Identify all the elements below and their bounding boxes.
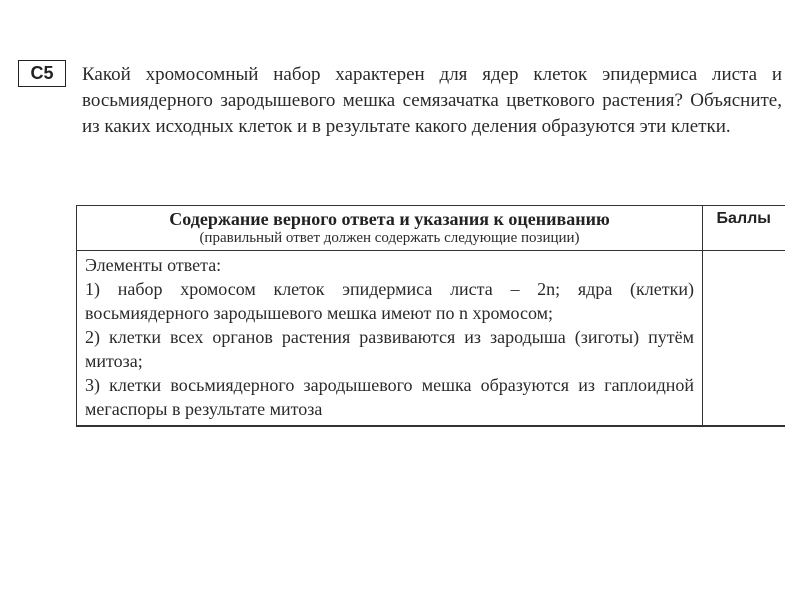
score-header: Баллы xyxy=(703,206,785,251)
answer-elements-title: Элементы ответа: xyxy=(85,255,222,275)
answer-elements-list xyxy=(85,277,694,421)
question-text: Какой хромосомный набор характерен для ядер клеток эпидермиса листа и восьмиядерного зародышевого мешка семязачатка цветкового растения? Объясните, из каких исходных клеток и в результате какого деления образуются эти клетки. xyxy=(82,64,782,137)
answer-content-header xyxy=(77,206,703,251)
table-row xyxy=(77,251,785,427)
task-number-label: С5 xyxy=(18,60,66,87)
answer-content-subtitle: (правильный ответ должен содержать следующие позиции) xyxy=(199,230,580,246)
answer-element-3: 3) клетки восьмиядерного зародышевого мешка образуются из гаплоидной мегаспоры в результате митоза xyxy=(85,375,694,419)
score-cell xyxy=(703,251,785,427)
answer-content-title: Содержание верного ответа и указания к оцениванию xyxy=(169,209,610,229)
answer-elements-cell xyxy=(77,251,703,427)
answer-criteria-table xyxy=(76,205,785,427)
table-header-row xyxy=(77,206,785,251)
answer-element-2: 2) клетки всех органов растения развиваются из зародыша (зиготы) путём митоза; xyxy=(85,327,694,371)
answer-element-1: 1) набор хромосом клеток эпидермиса листа – 2n; ядра (клетки) восьмиядерного зародышевого мешка имеют по n хромосом; xyxy=(85,279,694,323)
